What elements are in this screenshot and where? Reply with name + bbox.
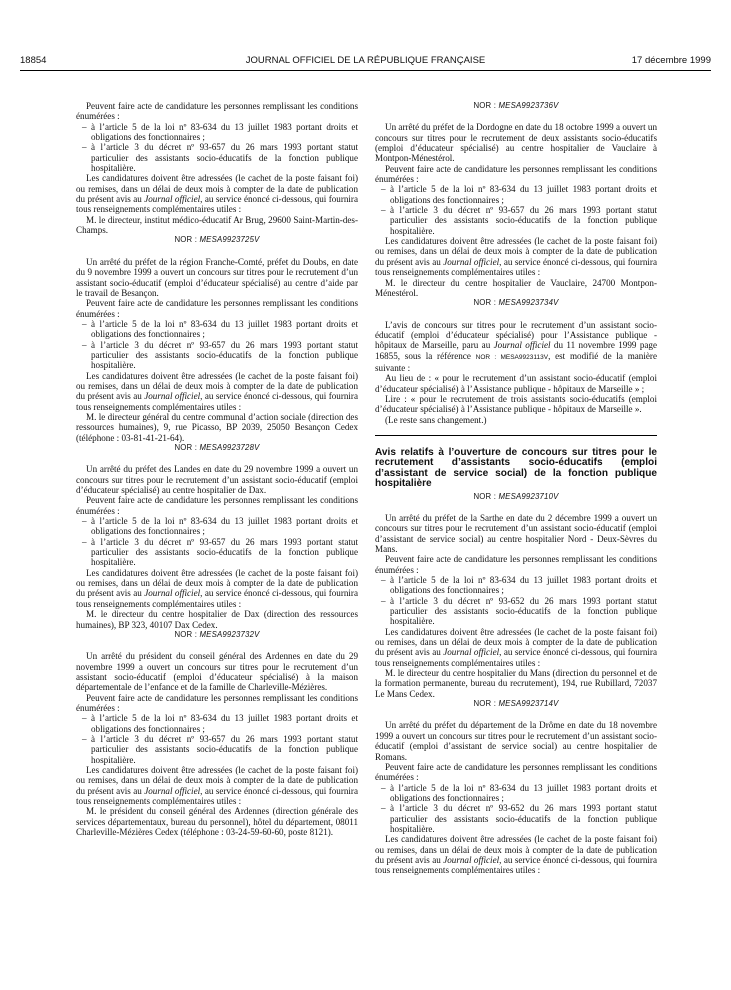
- list-item: – à l’article 3 du décret nº 93-657 du 26 mars 1993 portant statut particulier des assistants socio-éducatifs de la fonction publique hospitalière.: [76, 142, 358, 173]
- paragraph: Peuvent faire acte de candidature les personnes remplissant les conditions énumérées :: [375, 163, 657, 185]
- paragraph: Les candidatures doivent être adressées (le cachet de la poste faisant foi) ou remises, dans un délai de deux mois à compter de la date de publication du présent avis au Journal officiel, au service énoncé ci-dessous, qui fournira tous renseignements complémentaires utiles :: [76, 764, 358, 806]
- left-column: [76, 101, 358, 837]
- paragraph: Lire : « pour le recrutement de trois assistants socio-éducatifs (emploi d’éducateur spécialisé) à l’Assistance publique - hôpitaux de Marseille ».: [375, 393, 657, 415]
- list-item: – à l’article 3 du décret nº 93-652 du 26 mars 1993 portant statut particulier des assistants socio-éducatifs de la fonction publique hospitalière.: [375, 803, 657, 834]
- address-paragraph: M. le directeur du centre hospitalier du Mans (direction du personnel et de la formation permanente, bureau du recrutement), 194, rue Rubillard, 72037 Le Mans Cedex.: [375, 668, 657, 699]
- list-item: – à l’article 3 du décret nº 93-657 du 26 mars 1993 portant statut particulier des assistants socio-éducatifs de la fonction publique hospitalière.: [76, 537, 358, 568]
- address-paragraph: M. le directeur du centre hospitalier de Vauclaire, 24700 Montpon-Ménestérol.: [375, 277, 657, 298]
- paragraph: Les candidatures doivent être adressées (le cachet de la poste faisant foi) ou remises, dans un délai de deux mois à compter de la date de publication du présent avis au Journal officiel, au service énoncé ci-dessous, qui fournira tous renseignements complémentaires utiles :: [76, 173, 358, 215]
- paragraph: (Le reste sans changement.): [385, 414, 487, 425]
- journal-reference: Journal officiel: [493, 340, 551, 351]
- list-item: – à l’article 5 de la loi nº 83-634 du 13 juillet 1983 portant droits et obligations des fonctionnaires ;: [375, 575, 657, 596]
- issue-date: 17 décembre 1999: [631, 55, 711, 66]
- conditions-list: [76, 319, 358, 371]
- notice: [375, 699, 657, 876]
- paragraph: Un arrêté du préfet de la Sarthe en date du 2 décembre 1999 a ouvert un concours sur titres pour le recrutement d’un assistant socio-éducatif (emploi d’assistant de service social) au centre hospitalier Nord - Deux-Sèvres du Mans.: [375, 512, 657, 554]
- conditions-list: [375, 184, 657, 236]
- conditions-list: [76, 516, 358, 568]
- journal-reference: Journal officiel: [443, 854, 500, 865]
- paragraph: Peuvent faire acte de candidature les personnes remplissant les conditions énumérées :: [76, 298, 358, 319]
- conditions-list: [375, 575, 657, 627]
- paragraph: Peuvent faire acte de candidature les personnes remplissant les conditions énumérées :: [76, 101, 358, 122]
- journal-reference: Journal officiel: [144, 588, 201, 599]
- section-rule: [375, 435, 657, 436]
- paragraph: L’avis de concours sur titres pour le recrutement d’un assistant socio-éducatif (emploi d’éducateur spécialisé) pour l’Assistance publique - hôpitaux de Marseille, paru au Journal officiel du 11 novembre 1999 page 16855, sous la référence NOR : MESA9923113V, est modifié de la manière suivante :: [375, 319, 657, 373]
- notice: [76, 235, 358, 443]
- paragraph: Un arrêté du préfet de la région Franche-Comté, préfet du Doubs, en date du 9 novembre 1999 a ouvert un concours sur titres pour le recrutement d’un assistant socio-éducatif (emploi d’éducateur spécialisé) au centre d’aide par le travail de Besançon.: [76, 256, 358, 298]
- journal-reference: Journal officiel: [443, 647, 500, 658]
- notice: [375, 101, 657, 298]
- list-item: – à l’article 5 de la loi nº 83-634 du 13 juillet 1983 portant droits et obligations des fonctionnaires ;: [76, 713, 358, 734]
- paragraph: Un arrêté du préfet de la Dordogne en date du 18 octobre 1999 a ouvert un concours sur titres pour le recrutement de deux assistants socio-éducatifs (emploi d’éducateur spécialisé) au centre hospitalier de Vauclaire à Montpon-Ménestérol.: [375, 122, 657, 164]
- list-item: – à l’article 3 du décret nº 93-652 du 26 mars 1993 portant statut particulier des assistants socio-éducatifs de la fonction publique hospitalière.: [375, 596, 657, 627]
- list-item: – à l’article 5 de la loi nº 83-634 du 13 juillet 1983 portant droits et obligations des fonctionnaires ;: [76, 319, 358, 340]
- page-number: 18854: [20, 55, 47, 66]
- nor-reference: NOR : MESA9923714V: [473, 699, 559, 709]
- paragraph: Les candidatures doivent être adressées (le cachet de la poste faisant foi) ou remises, dans un délai de deux mois à compter de la date de publication du présent avis au Journal officiel, au service énoncé ci-dessous, qui fournira tous renseignements complémentaires utiles :: [375, 236, 657, 278]
- notice: [76, 630, 358, 838]
- nor-reference: NOR : MESA9923728V: [174, 443, 260, 452]
- conditions-list: [76, 713, 358, 765]
- header-rule: [20, 70, 711, 71]
- nor-inline-reference: NOR : MESA9923113V: [475, 353, 549, 361]
- paragraph: Peuvent faire acte de candidature les personnes remplissant les conditions énumérées :: [375, 554, 657, 575]
- journal-reference: Journal officiel: [144, 785, 201, 796]
- address-paragraph: M. le président du conseil général des Ardennes (direction générale des services départementaux, bureau du personnel), hôtel du département, 08011 Charleville-Mézières Cedex (téléphone : 03-24-59-60-60, poste 8121).: [76, 806, 358, 838]
- list-item: – à l’article 3 du décret nº 93-657 du 26 mars 1993 portant statut particulier des assistants socio-éducatifs de la fonction publique hospitalière.: [375, 205, 657, 236]
- journal-reference: Journal officiel: [144, 391, 201, 402]
- page-header: [20, 55, 711, 69]
- notice: [375, 298, 657, 425]
- list-item: – à l’article 3 du décret nº 93-657 du 26 mars 1993 portant statut particulier des assistants socio-éducatifs de la fonction publique hospitalière.: [76, 734, 358, 765]
- section-title: Avis relatifs à l’ouverture de concours sur titres pour le recrutement d’assistants socio-éducatifs (emploi d’assistant de service social) de la fonction publique hospitalière: [375, 446, 657, 490]
- conditions-list: [375, 783, 657, 835]
- address-paragraph: M. le directeur, institut médico-éducatif Ar Brug, 29600 Saint-Martin-des-Champs.: [76, 214, 358, 236]
- conditions-list: [76, 122, 358, 174]
- journal-reference: Journal officiel: [144, 194, 201, 205]
- nor-reference: NOR : MESA9923732V: [174, 629, 260, 639]
- list-item: – à l’article 5 de la loi nº 83-634 du 13 juillet 1983 portant droits et obligations des fonctionnaires ;: [76, 516, 358, 537]
- paragraph: Les candidatures doivent être adressées (le cachet de la poste faisant foi) ou remises, dans un délai de deux mois à compter de la date de publication du présent avis au Journal officiel, au service énoncé ci-dessous, qui fournira tous renseignements complémentaires utiles :: [375, 626, 657, 668]
- journal-title: JOURNAL OFFICIEL DE LA RÉPUBLIQUE FRANÇAISE: [245, 55, 486, 66]
- paragraph: Un arrêté du préfet du département de la Drôme en date du 18 novembre 1999 a ouvert un concours sur titres pour le recrutement d’un assistant socio-éducatif (emploi d’assistant de service social) au centre hospitalier de Romans.: [375, 720, 657, 762]
- address-paragraph: M. le directeur du centre hospitalier de Dax (direction des ressources humaines), BP 323, 40107 Dax Cedex.: [76, 609, 358, 630]
- nor-reference: NOR : MESA9923734V: [473, 298, 559, 308]
- list-item: – à l’article 5 de la loi nº 83-634 du 13 juillet 1983 portant droits et obligations des fonctionnaires ;: [76, 122, 358, 143]
- paragraph: Un arrêté du président du conseil général des Ardennes en date du 29 novembre 1999 a ouvert un concours sur titres pour le recrutement d’un assistant socio-éducatif (emploi d’éducateur spécialisé) à la maison départementale de l’enfance et de la famille de Charleville-Mézières.: [76, 651, 358, 693]
- paragraph: Au lieu de : « pour le recrutement d’un assistant socio-éducatif (emploi d’éducateur spécialisé) à l’Assistance publique - hôpitaux de Marseille » ;: [375, 373, 657, 394]
- paragraph: Un arrêté du préfet des Landes en date du 29 novembre 1999 a ouvert un concours sur titres pour le recrutement d’un assistant socio-éducatif (emploi d’éducateur spécialisé) au centre hospitalier de Dax.: [76, 464, 358, 496]
- paragraph: Les candidatures doivent être adressées (le cachet de la poste faisant foi) ou remises, dans un délai de deux mois à compter de la date de publication du présent avis au Journal officiel, au service énoncé ci-dessous, qui fournira tous renseignements complémentaires utiles :: [76, 567, 358, 609]
- nor-reference: NOR : MESA9923725V: [174, 235, 260, 245]
- notice: [375, 492, 657, 700]
- paragraph: Les candidatures doivent être adressées (le cachet de la poste faisant foi) ou remises, dans un délai de deux mois à compter de la date de publication du présent avis au Journal officiel, au service énoncé ci-dessous, qui fournira tous renseignements complémentaires utiles :: [76, 370, 358, 412]
- journal-reference: Journal officiel: [443, 256, 500, 267]
- paragraph: Peuvent faire acte de candidature les personnes remplissant les conditions énumérées :: [375, 761, 657, 783]
- list-item: – à l’article 5 de la loi nº 83-634 du 13 juillet 1983 portant droits et obligations des fonctionnaires ;: [375, 783, 657, 804]
- list-item: – à l’article 3 du décret nº 93-657 du 26 mars 1993 portant statut particulier des assistants socio-éducatifs de la fonction publique hospitalière.: [76, 340, 358, 371]
- list-item: – à l’article 5 de la loi nº 83-634 du 13 juillet 1983 portant droits et obligations des fonctionnaires ;: [375, 184, 657, 205]
- paragraph: Peuvent faire acte de candidature les personnes remplissant les conditions énumérées :: [76, 692, 358, 713]
- paragraph: Peuvent faire acte de candidature les personnes remplissant les conditions énumérées :: [76, 495, 358, 516]
- address-paragraph: M. le directeur général du centre communal d’action sociale (direction des ressources humaines), 9, rue Picasso, BP 2039, 25050 Besançon Cedex (téléphone : 03-81-41-21-64).: [76, 411, 358, 443]
- paragraph: Les candidatures doivent être adressées (le cachet de la poste faisant foi) ou remises, dans un délai de deux mois à compter de la date de publication du présent avis au Journal officiel, au service énoncé ci-dessous, qui fournira tous renseignements complémentaires utiles :: [375, 834, 657, 876]
- right-column: [375, 101, 657, 876]
- notice-continued: [76, 101, 358, 235]
- notice: [76, 443, 358, 630]
- nor-reference: NOR : MESA9923736V: [473, 101, 559, 110]
- nor-reference: NOR : MESA9923710V: [473, 491, 559, 501]
